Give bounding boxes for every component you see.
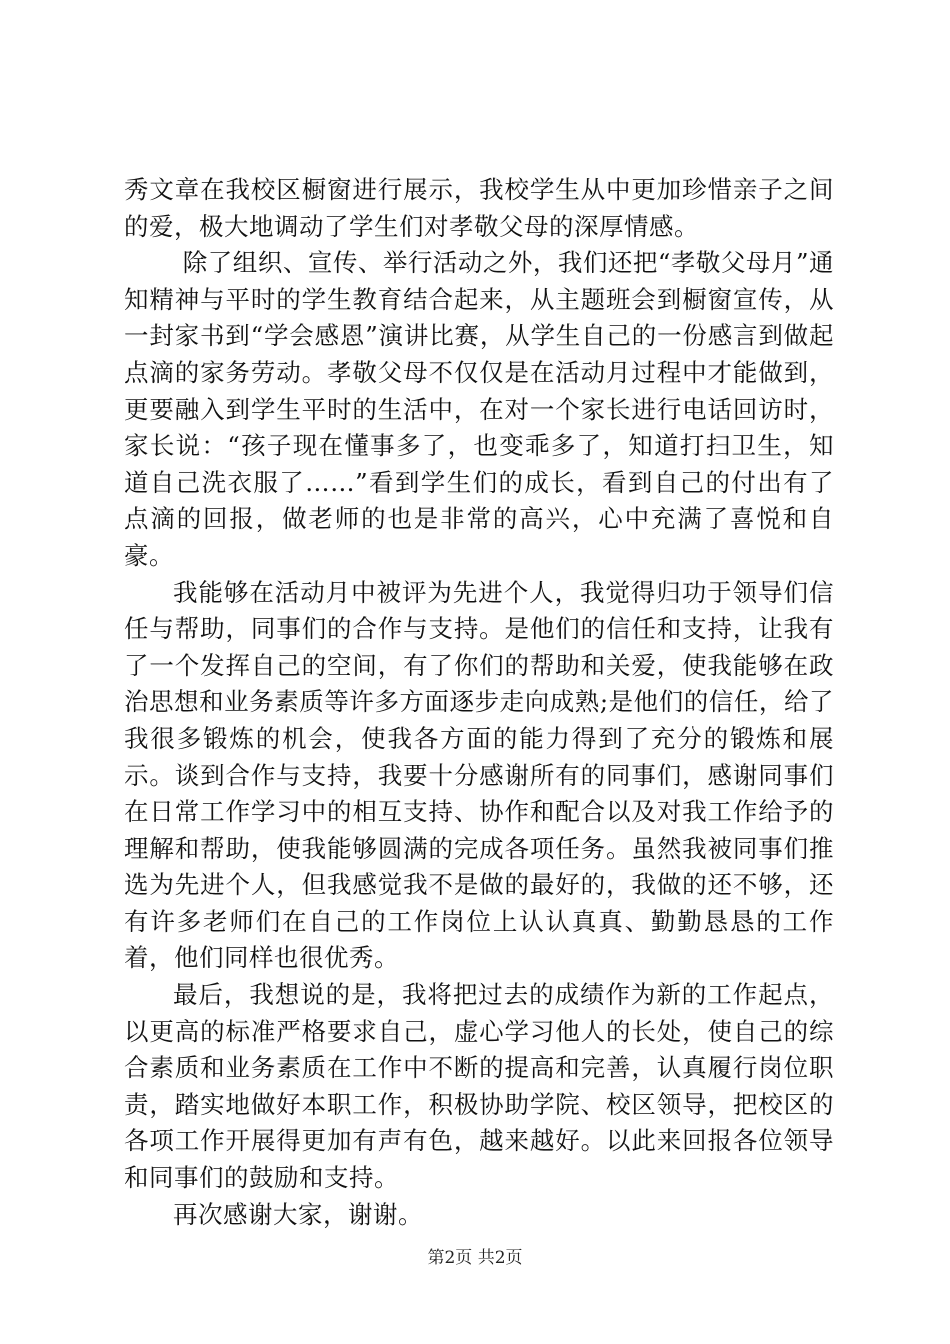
paragraph-3: 我能够在活动月中被评为先进个人，我觉得归功于领导们信任与帮助，同事们的合作与支持。是他们的信任和支持，让我有了一个发挥自己的空间，有了你们的帮助和关爱，使我能够在政治思想和业务素质等许多方面逐步走向成熟;是他们的信任，给了我很多锻炼的机会，使我各方面的能力得到了充分的锻炼和展示。谈到合作与支持，我要十分感谢所有的同事们，感谢同事们在日常工作学习中的相互支持、协作和配合以及对我工作给予的理解和帮助，使我能够圆满的完成各项任务。虽然我被同事们推选为先进个人，但我感觉我不是做的最好的，我做的还不够，还有许多老师们在自己的工作岗位上认认真真、勤勤恳恳的工作着，他们同样也很优秀。 — [124, 577, 834, 973]
page-footer: 第2页 共2页 — [427, 1248, 523, 1268]
document-body — [124, 172, 834, 1233]
paragraph-5: 再次感谢大家，谢谢。 — [173, 1199, 423, 1229]
paragraph-4: 最后，我想说的是，我将把过去的成绩作为新的工作起点，以更高的标准严格要求自己，虚心学习他人的长处，使自己的综合素质和业务素质在工作中不断的提高和完善，认真履行岗位职责，踏实地做好本职工作，积极协助学院、校区领导，把校区的各项工作开展得更加有声有色，越来越好。以此来回报各位领导和同事们的鼓励和支持。 — [124, 980, 834, 1193]
paragraph-2: 除了组织、宣传、举行活动之外，我们还把“孝敬父母月”通知精神与平时的学生教育结合起来，从主题班会到橱窗宣传，从一封家书到“学会感恩”演讲比赛，从学生自己的一份感言到做起点滴的家务劳动。孝敬父母不仅仅是在活动月过程中才能做到，更要融入到学生平时的生活中，在对一个家长进行电话回访时，家长说：“孩子现在懂事多了，也变乖多了，知道打扫卫生，知道自己洗衣服了……”看到学生们的成长，看到自己的付出有了点滴的回报，做老师的也是非常的高兴，心中充满了喜悦和自豪。 — [124, 248, 834, 570]
paragraph-1: 秀文章在我校区橱窗进行展示，我校学生从中更加珍惜亲子之间的爱，极大地调动了学生们对孝敬父母的深厚情感。 — [124, 175, 834, 241]
